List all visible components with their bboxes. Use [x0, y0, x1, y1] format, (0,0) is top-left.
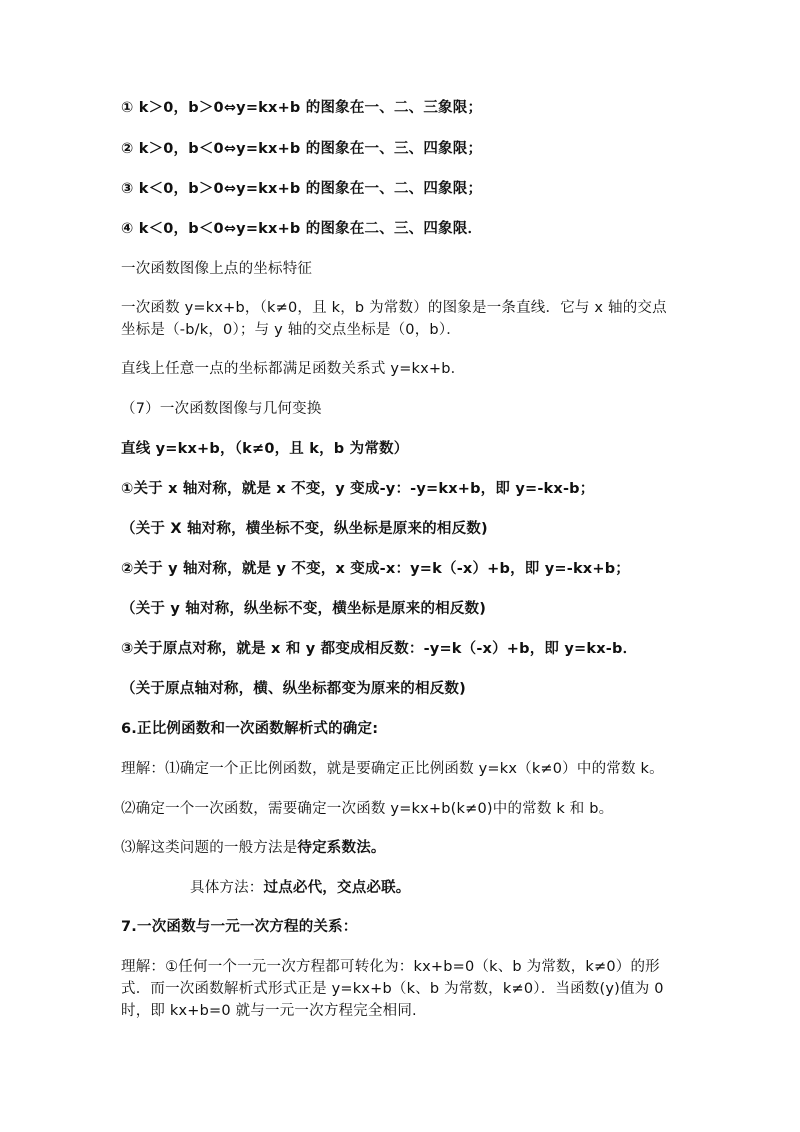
section-heading-coordinates: 一次函数图像上点的坐标特征: [121, 261, 313, 277]
equation-relation-line2: 式．而一次函数解析式形式正是 y=kx+b（k、b 为常数，k≠0）．当函数(y)值为 0: [121, 981, 664, 997]
section-heading-7: 7.一次函数与一元一次方程的关系：: [121, 919, 358, 935]
understanding-2: ⑵确定一个一次函数，需要确定一次函数 y=kx+b(k≠0)中的常数 k 和 b。: [121, 801, 614, 817]
line-definition: 直线 y=kx+b，（k≠0，且 k，b 为常数）: [121, 441, 409, 457]
paragraph-point-on-line: 直线上任意一点的坐标都满足函数关系式 y=kx+b．: [121, 361, 466, 377]
quadrant-rule-4: ④ k＜0，b＜0⇔y=kx+b 的图象在二、三、四象限．: [121, 221, 483, 237]
y-axis-symmetry-note: （关于 y 轴对称，纵坐标不变，横坐标是原来的相反数): [121, 601, 487, 617]
equation-relation-line3: 时，即 kx+b=0 就与一元一次方程完全相同.: [121, 1003, 417, 1019]
specific-method: [190, 877, 411, 899]
specific-method-text: 过点必代，交点必联。: [263, 880, 411, 896]
quadrant-rule-3: ③ k＜0，b＞0⇔y=kx+b 的图象在一、二、四象限；: [121, 181, 483, 197]
y-axis-symmetry: ②关于 y 轴对称，就是 y 不变，x 变成-x：y=k（-x）+b，即 y=-kx+b；: [121, 561, 630, 577]
paragraph-intercepts-line1: 一次函数 y=kx+b，（k≠0，且 k，b 为常数）的图象是一条直线．它与 x 轴的交点: [121, 300, 667, 316]
understanding-3: [121, 837, 386, 859]
origin-symmetry-note: （关于原点轴对称，横、纵坐标都变为原来的相反数): [121, 681, 466, 697]
undetermined-coefficients: 待定系数法。: [297, 840, 386, 856]
x-axis-symmetry-note: （关于 X 轴对称，横坐标不变，纵坐标是原来的相反数): [121, 521, 488, 537]
x-axis-symmetry: ①关于 x 轴对称，就是 x 不变，y 变成-y：-y=kx+b，即 y=-kx-b；: [121, 481, 595, 497]
section-heading-6: 6.正比例函数和一次函数解析式的确定:: [121, 721, 379, 737]
section-heading-transform: （7）一次函数图像与几何变换: [121, 401, 322, 417]
quadrant-rule-2: ② k＞0，b＜0⇔y=kx+b 的图象在一、三、四象限；: [121, 141, 483, 157]
origin-symmetry: ③关于原点对称，就是 x 和 y 都变成相反数：-y=k（-x）+b，即 y=kx-b．: [121, 641, 638, 657]
understanding-3-text: ⑶解这类问题的一般方法是: [121, 840, 298, 856]
quadrant-rule-1: ① k＞0，b＞0⇔y=kx+b 的图象在一、二、三象限；: [121, 100, 483, 116]
understanding-1: 理解：⑴确定一个正比例函数，就是要确定正比例函数 y=kx（k≠0）中的常数 k。: [121, 761, 664, 777]
paragraph-intercepts-line2: 坐标是（-b/k，0）；与 y 轴的交点坐标是（0，b）．: [121, 322, 461, 338]
specific-method-label: 具体方法：: [190, 880, 264, 896]
equation-relation-line1: 理解：①任何一个一元一次方程都可转化为：kx+b=0（k、b 为常数，k≠0）的形: [121, 959, 660, 975]
